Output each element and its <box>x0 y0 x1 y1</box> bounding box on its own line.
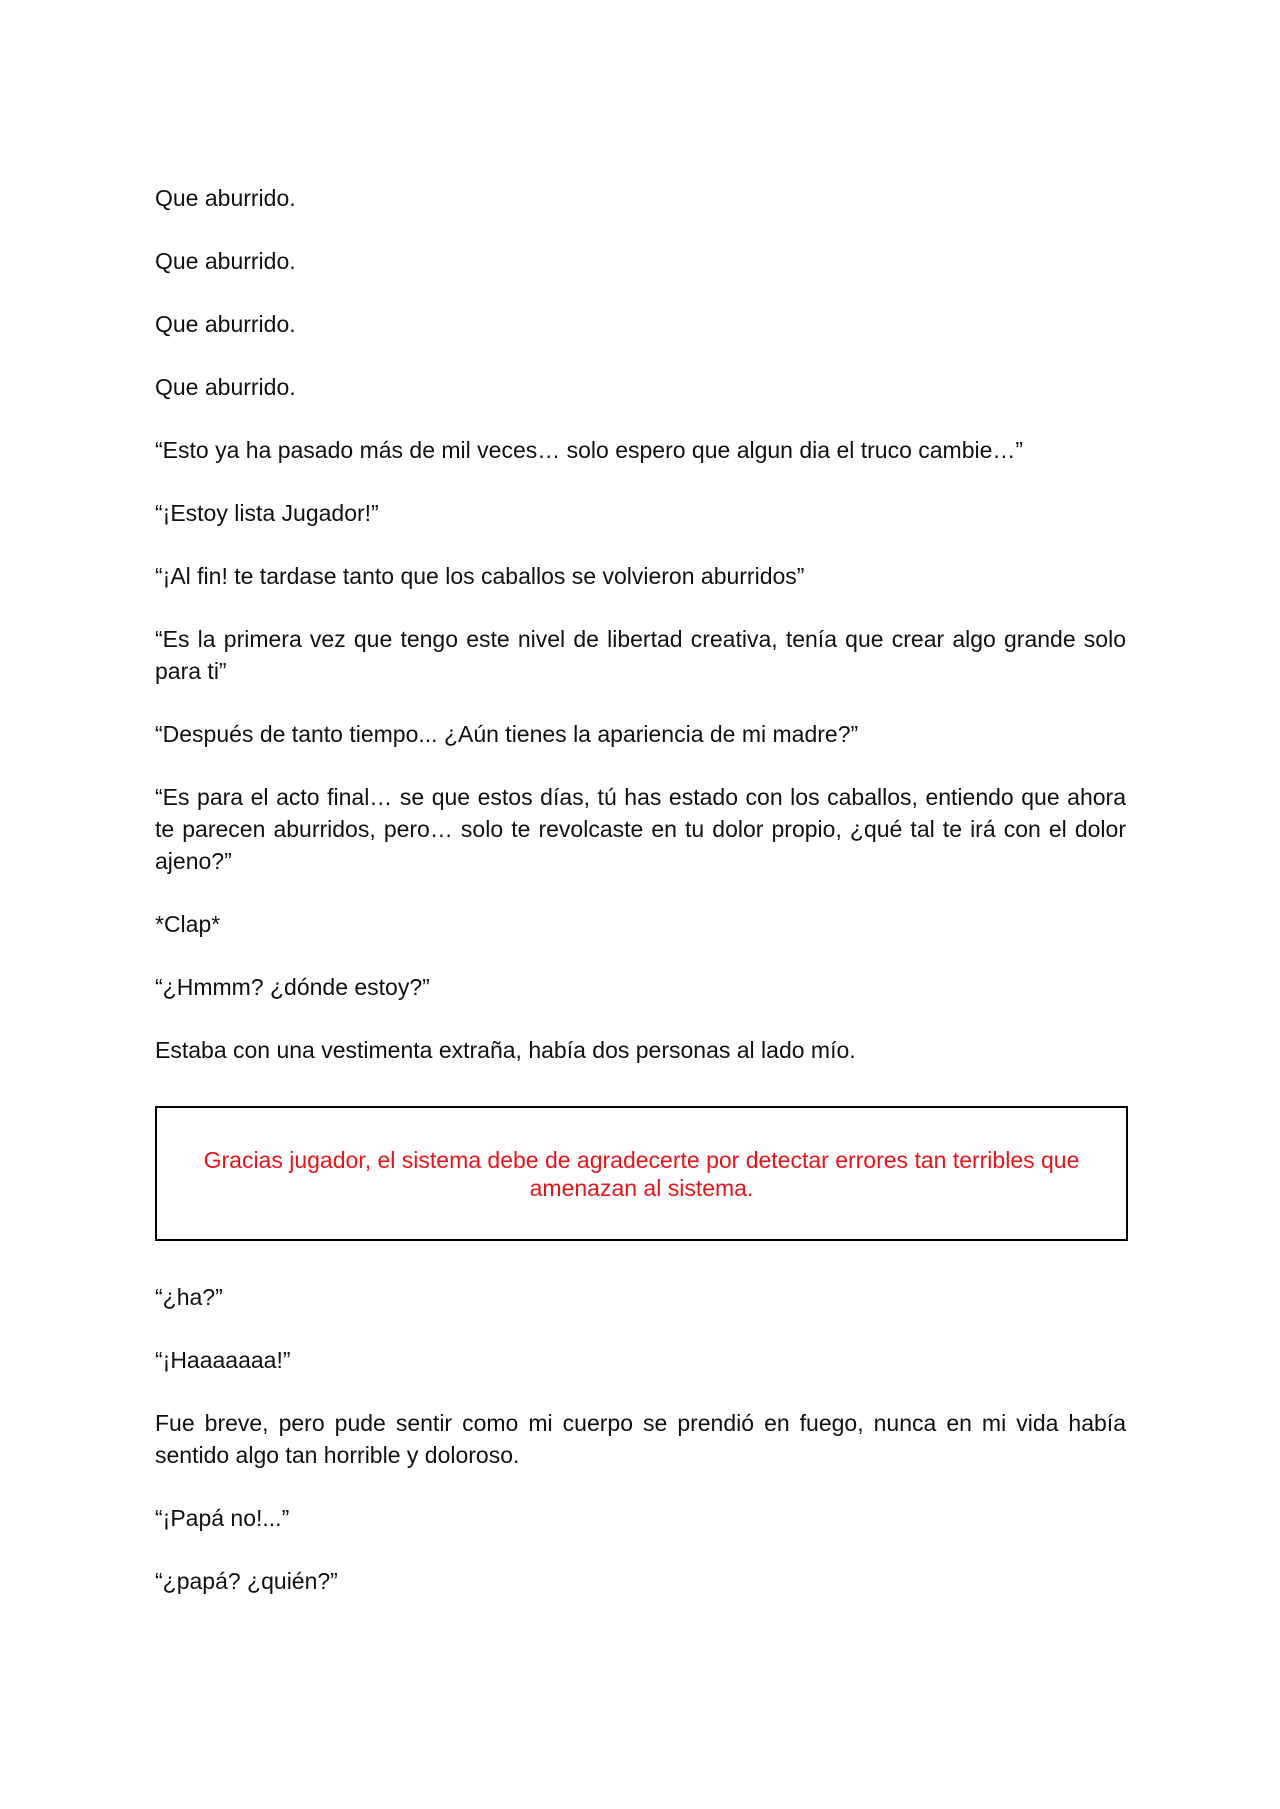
paragraph: “¡Haaaaaaa!” <box>155 1347 291 1373</box>
paragraph: “¡Estoy lista Jugador!” <box>155 500 379 526</box>
paragraph: Fue breve, pero pude sentir como mi cuerpo se prendió en fuego, nunca en mi vida había sentido algo tan horrible y doloroso. <box>155 1410 1126 1468</box>
paragraph: *Clap* <box>155 911 221 937</box>
paragraph: “Es la primera vez que tengo este nivel de libertad creativa, tenía que crear algo grande solo para ti” <box>155 626 1126 684</box>
paragraph: “Después de tanto tiempo... ¿Aún tienes la apariencia de mi madre?” <box>155 721 859 747</box>
paragraph: “¿Hmmm? ¿dónde estoy?” <box>155 974 430 1000</box>
paragraph: “¡Papá no!...” <box>155 1505 290 1531</box>
paragraph: “Es para el acto final… se que estos días, tú has estado con los caballos, entiendo que ahora te parecen aburridos, pero… solo te revolcaste en tu dolor propio, ¿qué tal te irá con el dolor ajeno?” <box>155 784 1126 874</box>
paragraph: Que aburrido. <box>155 311 296 337</box>
paragraph: “Esto ya ha pasado más de mil veces… solo espero que algun dia el truco cambie…” <box>155 437 1024 463</box>
paragraph: Que aburrido. <box>155 374 296 400</box>
paragraph: “¿ha?” <box>155 1284 223 1310</box>
system-notice-text: Gracias jugador, el sistema debe de agradecerte por detectar errores tan terribles que amenazan al sistema. <box>203 1146 1080 1201</box>
document-page <box>155 182 1126 1628</box>
paragraph: “¡Al fin! te tardase tanto que los caballos se volvieron aburridos” <box>155 563 805 589</box>
paragraph: Que aburrido. <box>155 185 296 211</box>
paragraph: “¿papá? ¿quién?” <box>155 1568 338 1594</box>
paragraph: Estaba con una vestimenta extraña, había dos personas al lado mío. <box>155 1037 856 1063</box>
system-notice-box <box>155 1106 1128 1241</box>
paragraph: Que aburrido. <box>155 248 296 274</box>
